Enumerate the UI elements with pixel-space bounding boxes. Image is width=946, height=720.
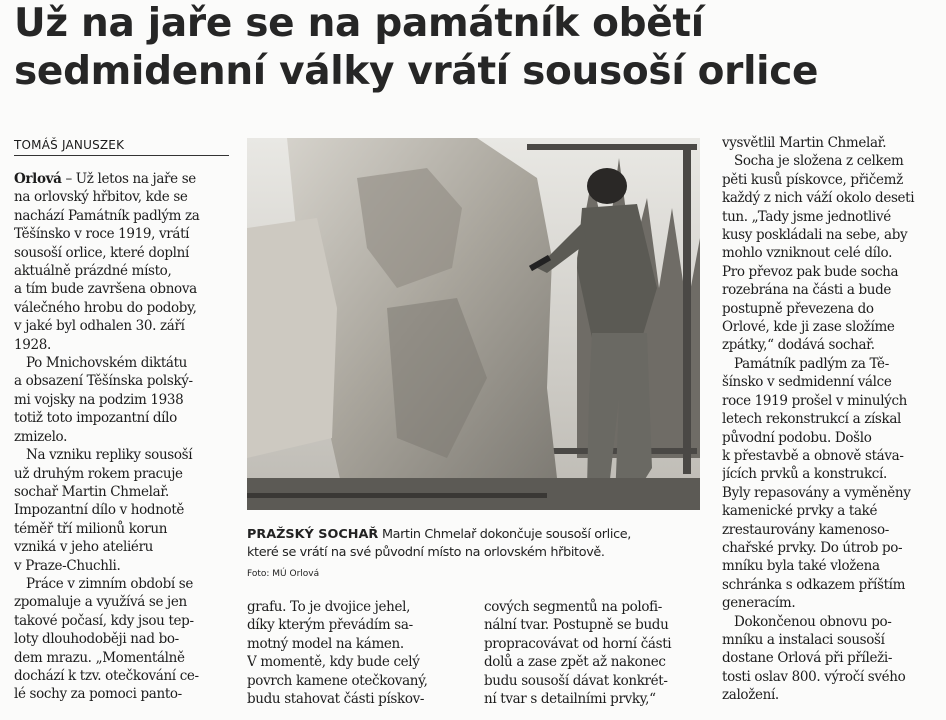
text-line: Práce v zimním období se (26, 575, 193, 592)
text-line: pěti kusů pískovce, přičemž (722, 171, 903, 188)
text-line: a tím bude završena obnova (14, 281, 197, 298)
text-line: V momentě, kdy bude celý (247, 654, 420, 671)
text-line: loty dlouhodoběji nad bo- (14, 631, 179, 648)
paragraph (14, 575, 236, 704)
text-line: budu sousoší dávat konkrét- (484, 672, 668, 689)
text-line: zpátky,“ dodává sochař. (722, 337, 875, 354)
text-line: k přestavbě a obnově stáva- (722, 447, 904, 464)
text-line: mníku a instalaci sousoší (722, 631, 885, 648)
photo-credit: Foto: MÚ Orlová (247, 569, 320, 579)
article-column-2 (247, 598, 469, 708)
text-line: tosti oslav 800. výročí svého (722, 668, 906, 685)
text-line: postupně převezena do (722, 300, 874, 317)
headline-line: Už na jaře se na památník obětí (14, 1, 704, 46)
text-line: povrch kamene otečkovaný, (247, 672, 428, 689)
text-line: aktuálně prázdné místo, (14, 263, 172, 280)
text-line: nachází Památník padlým za (14, 207, 200, 224)
text-line: Dokončenou obnovu po- (734, 613, 892, 630)
text-line: totiž toto impozantní dílo (14, 410, 177, 427)
article-photo (247, 138, 700, 510)
article-column-1 (14, 170, 236, 704)
paragraph (14, 354, 236, 446)
paragraph (484, 598, 706, 708)
text-line: sochař Martin Chmelař. (14, 483, 169, 500)
photo-sculptor-at-work (247, 138, 700, 510)
headline-line: sedmidenní války vrátí sousoší orlice (14, 49, 819, 94)
text-line: díky kterým převádím sa- (247, 617, 413, 634)
paragraph (14, 170, 236, 354)
text-line: téměř tří milionů korun (14, 520, 168, 537)
text-line: roce 1919 prošel v minulých (722, 392, 907, 409)
paragraph (14, 446, 236, 575)
text-line: budu stahovat části pískov- (247, 691, 425, 708)
text-line: založení. (722, 687, 779, 704)
text-line: na orlovský hřbitov, kde se (14, 189, 188, 206)
text-line: 1928. (14, 336, 51, 353)
caption-text: Martin Chmelař dokončuje sousoší orlice, (378, 527, 632, 542)
paragraph (247, 598, 469, 708)
text-line: lé sochy za pomoci panto- (14, 686, 182, 703)
text-line: grafu. To je dvojice jehel, (247, 599, 411, 615)
text-fragment: – Už letos na jaře se (61, 171, 196, 187)
text-line: kusy poskládali na sebe, aby (722, 227, 908, 244)
text-line: v Praze-Chuchli. (14, 557, 121, 574)
dateline-location: Orlová (14, 171, 62, 187)
text-line: Památník padlým za Tě- (734, 355, 889, 372)
text-line: mi vojsky na podzim 1938 (14, 391, 184, 408)
text-line: letech rekonstrukcí a získal (722, 411, 902, 428)
byline: TOMÁŠ JANUSZEK (14, 138, 229, 156)
photo-caption (247, 526, 707, 562)
text-line (14, 170, 236, 188)
text-line: dem mrazu. „Momentálně (14, 649, 185, 666)
paragraph (722, 613, 940, 705)
text-line: každý z nich váží okolo deseti (722, 190, 915, 207)
paragraph (722, 152, 940, 354)
text-line: válečného hrobu do podoby, (14, 299, 197, 316)
text-line: takové počasí, kdy jsou tep- (14, 612, 194, 629)
text-line: Orlové, kde ji zase složíme (722, 319, 895, 336)
text-line: zrestaurovány kamenoso- (722, 521, 889, 538)
text-line: zmizelo. (14, 428, 68, 445)
headline (14, 0, 944, 96)
paragraph (722, 355, 940, 613)
paragraph (722, 134, 940, 152)
text-line: Socha je složena z celkem (734, 153, 904, 170)
text-line: mníku byla také vložena (722, 558, 880, 575)
text-line: mohlo vzniknout celé dílo. (722, 245, 893, 262)
text-line: generacím. (722, 595, 796, 612)
text-line: vzniká v jeho ateliéru (14, 539, 154, 556)
text-line: sousoší orlice, které doplní (14, 244, 189, 261)
text-line: vysvětlil Martin Chmelař. (722, 135, 887, 151)
text-line: nální tvar. Postupně se budu (484, 617, 669, 634)
text-line: dostane Orlová při příleži- (722, 650, 893, 667)
text-line: Pro převoz pak bude socha (722, 263, 899, 280)
text-line: Na vzniku repliky sousoší (26, 447, 193, 464)
text-line: v jaké byl odhalen 30. září (14, 318, 185, 335)
text-line: Byly repasovány a vyměněny (722, 484, 911, 501)
text-line: cových segmentů na polofi- (484, 599, 662, 615)
text-line: a obsazení Těšínska polský- (14, 373, 193, 390)
text-line: zpomaluje a využívá se jen (14, 594, 187, 611)
text-line: šínsko v sedmidenní válce (722, 374, 892, 391)
text-line: dochází k tzv. otečkování ce- (14, 667, 199, 684)
text-line: kamenické prvky a také (722, 503, 878, 520)
text-line: Těšínsko v roce 1919, vrátí (14, 226, 190, 243)
article-column-4 (722, 134, 940, 705)
text-line: původní podobu. Došlo (722, 429, 872, 446)
article-column-3 (484, 598, 706, 708)
text-line: ní tvar s detailními prvky,“ (484, 691, 656, 708)
caption-lead: PRAŽSKÝ SOCHAŘ (247, 527, 379, 542)
text-line: tun. „Tady jsme jednotlivé (722, 208, 891, 225)
text-line: motný model na kámen. (247, 635, 404, 652)
text-line: propracovávat od horní části (484, 635, 672, 652)
text-line: chařské prvky. Do útrob po- (722, 539, 903, 556)
text-line: rozebrána na části a bude (722, 282, 892, 299)
text-line: schránka s odkazem příštím (722, 576, 906, 593)
text-line: Impozantní dílo v hodnotě (14, 502, 185, 519)
text-line: Po Mnichovském diktátu (26, 355, 188, 372)
text-line: už druhým rokem pracuje (14, 465, 183, 482)
caption-text: které se vrátí na své původní místo na orlovském hřbitově. (247, 545, 605, 560)
text-line: dolů a zase zpět až nakonec (484, 654, 666, 671)
text-line: jících prvků a konstrukcí. (722, 466, 887, 483)
